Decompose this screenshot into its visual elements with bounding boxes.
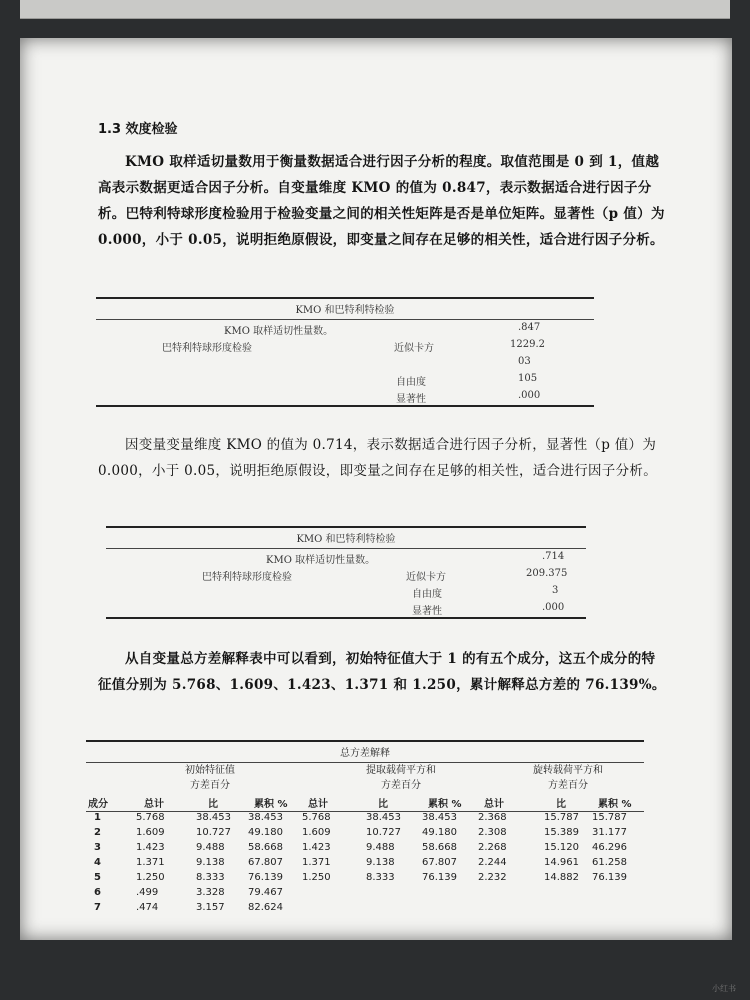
table-cell: 9.138 — [366, 857, 395, 868]
table-cell: 9.488 — [196, 842, 225, 853]
page-content-3 — [98, 646, 668, 698]
table-cell: 1.423 — [136, 842, 165, 853]
col-pct-3: 比 — [556, 799, 566, 810]
table-cell: 15.787 — [592, 812, 627, 823]
table-cell: 67.807 — [422, 857, 457, 868]
variance-column-headers — [86, 795, 644, 811]
variance-table-title: 总方差解释 — [340, 748, 390, 759]
table-cell: 3.157 — [196, 902, 225, 913]
group-extract-sub: 方差百分 — [381, 780, 421, 791]
table-cell: 7 — [94, 902, 101, 913]
table-cell: 9.488 — [366, 842, 395, 853]
table-row — [86, 812, 644, 827]
chi-label-2: 近似卡方 — [406, 572, 446, 583]
group-rotate-sub: 方差百分 — [548, 780, 588, 791]
table-cell: 38.453 — [196, 812, 231, 823]
table-cell: .474 — [136, 902, 159, 913]
table-cell: 1.609 — [136, 827, 165, 838]
col-cum-2: 累积 % — [428, 799, 462, 810]
col-pct-1: 比 — [208, 799, 218, 810]
table-cell: 14.882 — [544, 872, 579, 883]
table-cell: 5.768 — [136, 812, 165, 823]
kmo-table-2 — [106, 526, 586, 619]
bartlett-label: 巴特利特球形度检验 — [162, 343, 252, 354]
table-cell: 76.139 — [592, 872, 627, 883]
table-cell: 3.328 — [196, 887, 225, 898]
table-cell: 38.453 — [366, 812, 401, 823]
chi-value-2: 209.375 — [526, 568, 568, 579]
table-cell: 5 — [94, 872, 101, 883]
table-cell: 14.961 — [544, 857, 579, 868]
table-cell: 4 — [94, 857, 101, 868]
table-cell: 38.453 — [248, 812, 283, 823]
table-cell: 58.668 — [422, 842, 457, 853]
table-cell: 3 — [94, 842, 101, 853]
sig-value-2: .000 — [542, 602, 565, 613]
table-cell: 15.787 — [544, 812, 579, 823]
screen-top-strip — [20, 0, 730, 19]
paragraph-variance: 从自变量总方差解释表中可以看到，初始特征值大于 1 的有五个成分，这五个成分的特征值分别为 5.768、1.609、1.423、1.371 和 1.250，累计解释总方差的 76.139%。 — [98, 651, 666, 693]
page-content-2 — [98, 432, 668, 484]
table-cell: 49.180 — [422, 827, 457, 838]
group-extract-title: 提取载荷平方和 — [366, 765, 436, 776]
table-cell: 10.727 — [366, 827, 401, 838]
table-cell: 1.423 — [302, 842, 331, 853]
variance-rows — [86, 812, 644, 917]
table-cell: 46.296 — [592, 842, 627, 853]
kmo-table-2-title: KMO 和巴特利特检验 — [296, 534, 396, 545]
sig-label-2: 显著性 — [412, 606, 442, 617]
table-cell: 8.333 — [196, 872, 225, 883]
col-total-2: 总计 — [308, 799, 328, 810]
table-cell: 2.268 — [478, 842, 507, 853]
df-value: 105 — [518, 373, 538, 384]
paragraph-kmo-dependent: 因变量变量维度 KMO 的值为 0.714，表示数据适合进行因子分析，显著性（p 值）为 0.000，小于 0.05，说明拒绝原假设，即变量之间存在足够的相关性，适合进行因子分析。 — [98, 437, 657, 479]
table-cell: 1 — [94, 812, 101, 823]
table-cell: 49.180 — [248, 827, 283, 838]
watermark-logo: 小红书 — [712, 984, 736, 993]
col-total-3: 总计 — [484, 799, 504, 810]
col-cum-1: 累积 % — [254, 799, 288, 810]
col-component: 成分 — [88, 799, 108, 810]
table-cell: 82.624 — [248, 902, 283, 913]
table-row — [86, 872, 644, 887]
kmo-label: KMO 取样适切性量数。 — [224, 326, 334, 337]
table-cell: 1.609 — [302, 827, 331, 838]
group-rotate — [488, 763, 648, 793]
table-row — [86, 857, 644, 872]
kmo-table-1 — [96, 297, 594, 407]
variance-group-headers — [86, 763, 644, 795]
table-cell: 38.453 — [422, 812, 457, 823]
page-content — [98, 118, 668, 253]
kmo-table-1-title: KMO 和巴特利特检验 — [295, 305, 395, 316]
paragraph-kmo-independent: KMO 取样适切量数用于衡量数据适合进行因子分析的程度。取值范围是 0 到 1，值越高表示数据更适合因子分析。自变量维度 KMO 的值为 0.847，表示数据适合进行因子分析。巴特利特球形度检验用于检验变量之间的相关性矩阵是否是单位矩阵。显著性（p 值）为 0.000，小于 0.05，说明拒绝原假设，即变量之间存在足够的相关性，适合进行因子分析。 — [98, 154, 665, 248]
group-initial-title: 初始特征值 — [185, 765, 235, 776]
table-cell: 67.807 — [248, 857, 283, 868]
table-cell: 76.139 — [248, 872, 283, 883]
table-cell: 1.250 — [302, 872, 331, 883]
df-label-2: 自由度 — [412, 589, 442, 600]
chi-label: 近似卡方 — [394, 343, 434, 354]
group-extract — [316, 763, 486, 793]
group-initial-sub: 方差百分 — [190, 780, 230, 791]
sig-label: 显著性 — [396, 394, 426, 405]
table-cell: 2.308 — [478, 827, 507, 838]
table-row — [86, 827, 644, 842]
table-cell: 76.139 — [422, 872, 457, 883]
variance-table — [86, 740, 644, 917]
table-cell: 58.668 — [248, 842, 283, 853]
table-row — [86, 902, 644, 917]
table-cell: 2.244 — [478, 857, 507, 868]
col-total-1: 总计 — [144, 799, 164, 810]
table-row — [86, 887, 644, 902]
kmo-value-2: .714 — [542, 551, 565, 562]
table-cell: 31.177 — [592, 827, 627, 838]
table-cell: 6 — [94, 887, 101, 898]
table-cell: 5.768 — [302, 812, 331, 823]
table-cell: 9.138 — [196, 857, 225, 868]
df-value-2: 3 — [552, 585, 559, 596]
df-label: 自由度 — [396, 377, 426, 388]
table-cell: .499 — [136, 887, 159, 898]
chi-value: 1229.2 — [510, 339, 545, 350]
table-cell: 2 — [94, 827, 101, 838]
table-cell: 1.250 — [136, 872, 165, 883]
table-cell: 79.467 — [248, 887, 283, 898]
table-cell: 15.120 — [544, 842, 579, 853]
chi-value-wrap: 03 — [518, 356, 531, 367]
table-cell: 1.371 — [136, 857, 165, 868]
col-cum-3: 累积 % — [598, 799, 632, 810]
table-cell: 8.333 — [366, 872, 395, 883]
bartlett-label-2: 巴特利特球形度检验 — [202, 572, 292, 583]
section-heading: 1.3 效度检验 — [98, 122, 178, 137]
sig-value: .000 — [518, 390, 541, 401]
table-cell: 10.727 — [196, 827, 231, 838]
col-pct-2: 比 — [378, 799, 388, 810]
table-row — [86, 842, 644, 857]
table-cell: 61.258 — [592, 857, 627, 868]
table-cell: 15.389 — [544, 827, 579, 838]
group-initial — [130, 763, 290, 793]
table-cell: 1.371 — [302, 857, 331, 868]
table-cell: 2.232 — [478, 872, 507, 883]
table-cell: 2.368 — [478, 812, 507, 823]
kmo-value: .847 — [518, 322, 541, 333]
kmo-label-2: KMO 取样适切性量数。 — [266, 555, 376, 566]
group-rotate-title: 旋转载荷平方和 — [533, 765, 603, 776]
